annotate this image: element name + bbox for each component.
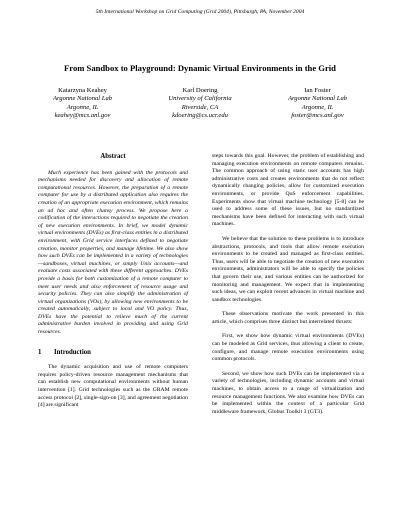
author-affiliation: Argonne National Lab — [287, 95, 348, 103]
author-location: Argonne, IL — [301, 103, 334, 111]
author-name: Karl Doering — [182, 87, 218, 94]
author-name: Katarzyna Keahey — [58, 87, 107, 94]
author-location: Riverside, CA — [181, 103, 219, 111]
intro-paragraph: The dynamic acquisition and use of remote computers requires policy-driven resource management mechanisms that can establish new computational environments without human intervention [1]. Grid technologies such as the GRAM remote access protocol [2], single-sign-on [3], and agreement negotiation [4] are significant — [38, 364, 188, 409]
body-paragraph: We believe that the solution to these problems is to introduce abstractions, protocols, and tools that allow remote execution environments to be created and managed as first-class entities. Thus, users will be able to negotiate the creation of new execution environments, administrators will be able to specify the policies that govern their use, and various entities can be authorized for monitoring and management. We expect that in implementing such ideas, we can exploit recent advances in virtual machine and sandbox technologies. — [212, 235, 364, 303]
author-1 — [24, 87, 141, 121]
venue-header: 5th International Workshop on Grid Computing (Grid 2004), Pittsburgh, PA, November 2004 — [95, 9, 305, 15]
body-paragraph: First, we show how dynamic virtual environments (DVEs) can be modeled as Grid services, thus allowing a client to create, configure, and manage remote execution environments using common protocols. — [212, 333, 364, 363]
body-paragraph: steps towards this goal. However, the problem of establishing and managing execution environments on remote computers remains. The common approach of using static user accounts has high administrative costs and creates environments that do not reflect dynamically changing policies, allow for customized execution environments, or provide QoS enforcement capabilities. Experiments show that virtual machine technology [5-8] can be used to address some of these issues, but no standardized mechanisms have been defined for interacting with such virtual machines. — [212, 153, 364, 228]
author-email: foster@mcs.anl.gov — [291, 112, 344, 120]
abstract-text: Much experience has been gained with the protocols and mechanisms needed for discovery and allocation of remote computational resources. However, the preparation of a remote computer for use by a distributed application also requires the creation of an appropriate execution environment, which remains an ad hoc and often clumsy process. We propose here a codification of the interactions required to negotiate the creation of new execution environments. In brief, we model dynamic virtual environments (DVEs) as first-class entities in a distributed environment, with Grid service interfaces defined to negotiate creation, monitor properties, and manage lifetime. We also show how such DVEs can be implemented in a variety of technologies—sandboxes, virtual machines, or simply Unix accounts—and evaluate costs associated with these different approaches. DVEs provide a basis for both customization of a remote computer to meet user needs and also enforcement of resource usage and security policies. They can also simplify the administration of virtual organizations (VOs), by allowing new environments to be created automatically, subject to local and VO policy. Thus, DVEs have the potential to relieve much of the current administrative burden involved in providing and using Grid resources. — [38, 169, 188, 336]
author-block — [24, 87, 376, 121]
author-affiliation: Argonne National Lab — [52, 95, 113, 103]
body-paragraph: Second, we show how such DVEs can be implemented via a variety of technologies, including dynamic accounts and virtual machines, to obtain access to a range of virtualization and resource management functions. We also examine how DVEs can be implemented within the context of a particular Grid middleware framework, Globus Toolkit 3 (GT3). — [212, 370, 364, 415]
author-3 — [259, 87, 376, 121]
section-number: 1 — [38, 348, 42, 356]
left-column — [38, 153, 188, 417]
body-paragraph: These observations motivate the work presented in this article, which comprises three distinct but interrelated thrusts: — [212, 311, 364, 325]
section-heading-introduction — [38, 349, 188, 357]
author-email: kdoering@cs.ucr.edu — [172, 112, 228, 120]
author-location: Argonne, IL — [66, 103, 99, 111]
author-2 — [142, 87, 259, 121]
abstract-heading: Abstract — [100, 153, 126, 160]
author-email: keahey@mcs.anl.gov — [54, 112, 111, 120]
section-title: Introduction — [54, 348, 91, 356]
right-column — [212, 153, 364, 423]
author-name: Ian Foster — [304, 87, 331, 94]
author-affiliation: University of California — [168, 95, 232, 103]
paper-title: From Sandbox to Playground: Dynamic Virtual Environments in the Grid — [64, 63, 336, 73]
